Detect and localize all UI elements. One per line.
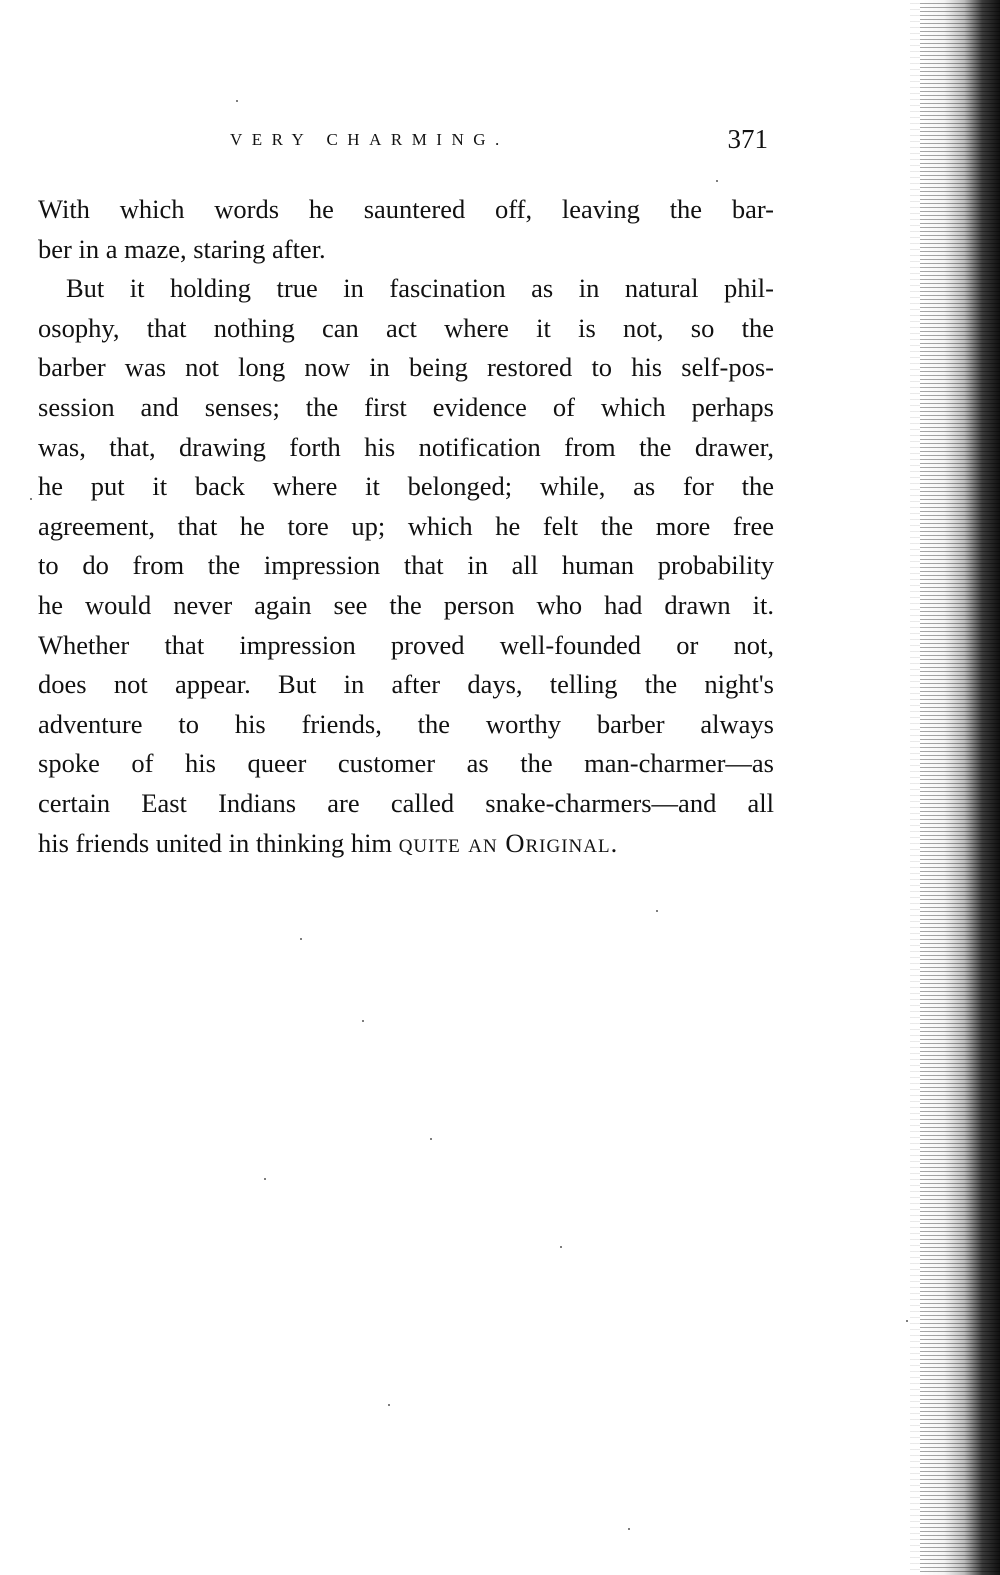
text-line: he put it back where it belonged; while, as for the	[38, 471, 774, 502]
text-line: ber in a maze, staring after.	[38, 233, 326, 264]
text-line: osophy, that nothing can act where it is not, so the	[38, 312, 774, 343]
paper-speck	[906, 1320, 908, 1322]
paper-speck	[628, 1528, 630, 1530]
paper-speck	[362, 1020, 364, 1022]
book-binding-edge	[920, 0, 1000, 1575]
text-line: agreement, that he tore up; which he felt the more free	[38, 510, 774, 541]
text-line: was, that, drawing forth his notification from the drawer,	[38, 431, 774, 462]
closing-smallcaps: quite an Original.	[398, 827, 619, 858]
final-line	[38, 824, 774, 864]
text-line: But it holding true in fascination as in natural phil-	[66, 273, 774, 304]
text-line: session and senses; the first evidence of which perhaps	[38, 391, 774, 422]
text-line: certain East Indians are called snake-charmers—and all	[38, 787, 774, 818]
page-number: 371	[727, 124, 768, 154]
running-title: VERY CHARMING.	[230, 130, 509, 149]
paper-speck	[388, 1404, 390, 1406]
paper-speck	[716, 180, 718, 182]
text-line: barber was not long now in being restored to his self-pos-	[38, 352, 774, 383]
paper-speck	[264, 1178, 266, 1180]
paper-speck	[560, 1246, 562, 1248]
paper-speck	[300, 938, 302, 940]
text-line: Whether that impression proved well-founded or not,	[38, 629, 774, 660]
text-line: to do from the impression that in all human probability	[38, 550, 774, 581]
body-text	[38, 190, 774, 863]
text-line: With which words he sauntered off, leaving the bar-	[38, 194, 774, 224]
paper-speck	[656, 910, 658, 912]
paper-speck	[236, 100, 238, 102]
text-line: adventure to his friends, the worthy barber always	[38, 708, 774, 739]
text-line: spoke of his queer customer as the man-charmer—as	[38, 748, 774, 779]
paper-speck	[30, 498, 32, 500]
text-line: he would never again see the person who had drawn it.	[38, 589, 774, 620]
running-head	[230, 124, 770, 160]
text-line: does not appear. But in after days, telling the night's	[38, 669, 774, 700]
final-line-text: his friends united in thinking him	[38, 827, 393, 858]
paper-speck	[430, 1138, 432, 1140]
